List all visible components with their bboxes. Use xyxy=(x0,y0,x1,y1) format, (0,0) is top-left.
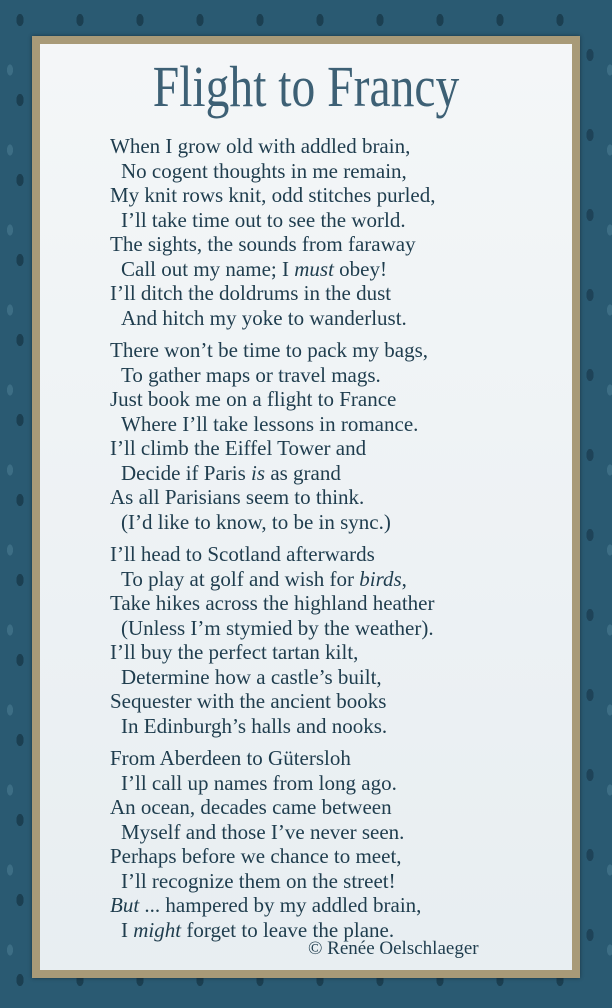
poem-line: (Unless I’m stymied by the weather). xyxy=(121,615,434,640)
poem-line: I’ll ditch the doldrums in the dust xyxy=(110,281,392,305)
emphasized-word: birds xyxy=(359,566,402,591)
poem-line: Perhaps before we chance to meet, xyxy=(110,844,402,868)
line-text: ... hampered by my addled brain, xyxy=(139,893,422,917)
poem-line: No cogent thoughts in me remain, xyxy=(121,158,407,183)
poem-line: In Edinburgh’s halls and nooks. xyxy=(121,713,388,738)
poem-line: I’ll climb the Eiffel Tower and xyxy=(110,436,367,460)
poem-stanza xyxy=(110,542,510,738)
poem-line: Just book me on a flight to France xyxy=(110,387,397,411)
emphasized-word: might xyxy=(133,917,182,942)
poem-line: Take hikes across the highland heather xyxy=(110,591,435,615)
poem-line: The sights, the sounds from faraway xyxy=(110,232,416,256)
poem-line: From Aberdeen to Gütersloh xyxy=(110,746,351,770)
line-text: To play at golf and wish for xyxy=(121,566,360,591)
poem-line: There won’t be time to pack my bags, xyxy=(110,338,429,362)
line-text: Call out my name; I xyxy=(121,256,295,281)
copyright-notice: © Renée Oelschlaeger xyxy=(308,938,479,959)
poem-line: Myself and those I’ve never seen. xyxy=(121,819,405,844)
poem-line: As all Parisians seem to think. xyxy=(110,485,365,509)
poem-line: When I grow old with addled brain, xyxy=(110,134,411,158)
line-text: as grand xyxy=(265,460,341,485)
poem-line: I’ll call up names from long ago. xyxy=(121,770,397,795)
poem-line: To gather maps or travel mags. xyxy=(121,362,381,387)
poem-line: Determine how a castle’s built, xyxy=(121,664,382,689)
poem-line: I’ll head to Scotland afterwards xyxy=(110,542,375,566)
poem-line: Sequester with the ancient books xyxy=(110,689,387,713)
poem-stanza xyxy=(110,746,510,942)
emphasized-word: is xyxy=(251,460,266,485)
poem-line xyxy=(110,257,510,282)
poem-line xyxy=(110,893,510,918)
poem-stanza xyxy=(110,134,510,330)
poem-line xyxy=(110,461,510,486)
poem-body xyxy=(110,134,510,950)
emphasized-word: must xyxy=(294,256,334,281)
poem-line xyxy=(110,567,510,592)
line-text: I xyxy=(121,917,134,942)
line-text: obey! xyxy=(333,256,387,281)
poem-line: Where I’ll take lessons in romance. xyxy=(121,411,419,436)
poem-line: I’ll take time out to see the world. xyxy=(121,207,406,232)
poem-title: Flight to Francy xyxy=(152,54,460,119)
poem-stanza xyxy=(110,338,510,534)
emphasized-word: But xyxy=(110,893,140,917)
poem-line: And hitch my yoke to wanderlust. xyxy=(121,305,407,330)
line-text: Decide if Paris xyxy=(121,460,252,485)
poem-line: An ocean, decades came between xyxy=(110,795,392,819)
line-text: forget to leave the plane. xyxy=(181,917,395,942)
poem-line: I’ll recognize them on the street! xyxy=(121,868,396,893)
poem-line: I’ll buy the perfect tartan kilt, xyxy=(110,640,359,664)
poem-line: (I’d like to know, to be in sync.) xyxy=(121,509,391,534)
poem-line: My knit rows knit, odd stitches purled, xyxy=(110,183,436,207)
line-text: , xyxy=(401,566,407,591)
